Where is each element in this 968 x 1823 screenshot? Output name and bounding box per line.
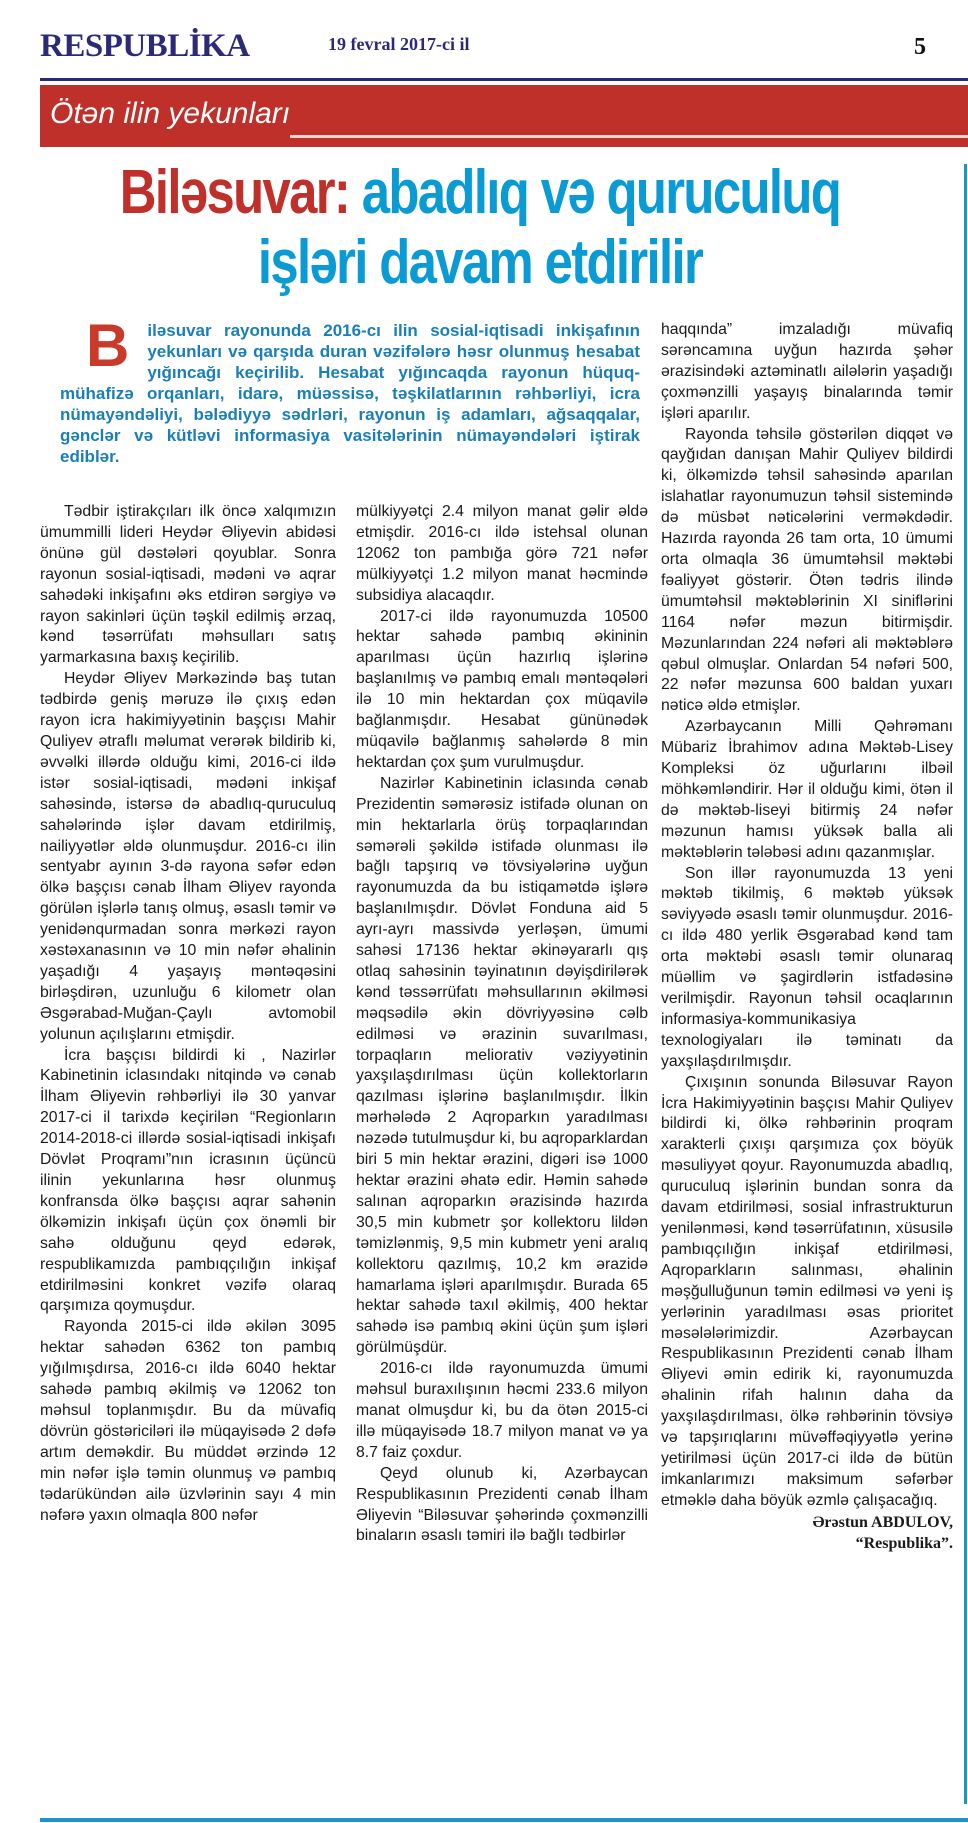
byline-publication: “Respublika”. xyxy=(855,1534,953,1552)
right-border-rule xyxy=(964,164,967,1804)
paragraph: Tədbir iştirakçıları ilk öncə xalqımızın ümummilli lideri Heydər Əliyevin abidəsi önünə gül dəstələri qoyublar. Sonra rayonun sosial-iqtisadi, mədəni və aqrar sahədəki inkişafını əks etdirən sərgiyə və rayon sakinləri üçün təşkil edilmiş ərzaq, kənd təsərrüfatı məhsulları satış yarmarkasına baxış keçirilib. xyxy=(40,503,336,667)
headline-line1: abadlıq və quruculuq xyxy=(349,158,841,227)
byline xyxy=(661,1512,953,1554)
paragraph: Azərbaycanın Milli Qəhrəmanı Mübariz İbrahimov adına Məktəb-Lisey Kompleksi öz uğurlarını ilbəil möhkəmləndirir. Hər il olduğu kimi, ötən il də məktəb-liseyi bitirmiş 24 nəfər məzunun hamısı yüksək balla ali məktəblərin tələbəsi adını qazanmışlar. xyxy=(661,718,953,861)
page-number: 5 xyxy=(914,34,926,60)
paragraph: Son illər rayonumuzda 13 yeni məktəb tikilmiş, 6 məktəb yüksək səviyyədə əsaslı təmir olunmuşdur. 2016-cı ildə 480 yerlik Əsgərabad kənd tam orta məktəbi əsaslı təmir olunaraq müəllim və şagirdlərin istfadəsinə verilmişdir. Rayonun təhsil ocaqlarının informasiya-kommunikasiya texnologiyaları ilə təminatı da yaxşılaşdırılmışdır. xyxy=(661,864,953,1070)
issue-date: 19 fevral 2017-ci il xyxy=(328,34,470,54)
column-2 xyxy=(356,502,648,1547)
paragraph: Rayonda 2015-ci ildə əkilən 3095 hektar sahədən 6362 ton pambıq yığılmışdırsa, 2016-cı ildə 6040 hektar sahədə pambıq əkilmiş və 12062 ton məhsul toplanmışdır. Bu da müvafiq dövrün göstəriciləri ilə müqayisədə 2 dəfə artım deməkdir. Bu müddət ərzində 12 min nəfər işlə təmin olunmuş və pambıq tədarükündən ailə üzvlərinin sayı 4 min nəfərə yaxın olmaqla 800 nəfər xyxy=(40,1318,336,1524)
rubric-bar xyxy=(40,85,968,147)
paragraph: mülkiyyətçi 2.4 milyon manat gəlir əldə etmişdir. 2016-cı ildə istehsal olunan 12062 ton pambığa görə 721 nəfər mülkiyyətçi 1.2 milyon manat həcmində subsidiya alacaqdır. xyxy=(356,503,648,604)
headline-place: Biləsuvar: xyxy=(119,158,350,227)
paragraph: haqqında” imzaladığı müvafiq sərəncamına uyğun hazırda şəhər ərazisindəki aztəminatlı ailələrin yaşadığı çoxmənzilli yaşayış binalarında təmir işləri aparılır. xyxy=(661,321,953,422)
paragraph: İcra başçısı bildirdi ki , Nazirlər Kabinetinin iclasındakı nitqində və cənab İlham Əliyevin rəhbərliyi ilə 30 yanvar 2017-ci il tarixdə keçirilən “Regionların 2014-2018-ci illərdə sosial-iqtisadi inkişafı Dövlət Proqramı”nın icrasının üçüncü ilinin yekunlarına həsr olunmuş konfransda ölkə başçısı aqrar sahənin ölkəmizin inkişafı üçün çox önəmli bir sahə olduğunu qeyd edərək, respublikamızda pambıqçılığın inkişaf etdirilməsini konkret vəzifə olaraq qarşımıza qoymuşdur. xyxy=(40,1046,336,1315)
column-1 xyxy=(40,502,336,1526)
lead-text: iləsuvar rayonunda 2016-cı ilin sosial-iqtisadi inkişafının yekunları və qarşıda duran vəzifələrə həsr olunmuş hesabat yığıncağı keçirilib. Hesabat yığıncaqda rayonun hüquq-mühafizə orqanları, idarə, müəssisə, təşkilatlarının rəhbərliyi, icra nümayəndəliyi, bələdiyyə sədrləri, rayonun iş adamları, ağsaqqalar, gənclər və kütləvi informasiya vasitələrinin nümayəndələri iştirak ediblər. xyxy=(60,321,640,466)
paragraph: Nazirlər Kabinetinin iclasında cənab Prezidentin səmərəsiz istifadə olunan on min hektarlarla örüş torpaqlarından səmərəli şəkildə istifadə olunması ilə bağlı tapşırıq və tövsiyələrinə uyğun rayonumuzda da bu istiqamətdə işlərə başlanılmışdır. Dövlət Fonduna aid 5 ayrı-ayrı massivdə yerləşən, ümumi sahəsi 17136 hektar əkinəyararlı qış otlaq sahəsinin təyinatının dəyişdirilərək kənd təssərrüfatı məhsullarının əkilməsi məqsədilə əkin dövriyyəsinə cəlb edilməsi və ərazinin suvarılması, torpaqların meliorativ vəziyyətinin yaxşılaşdırılması üçün kollektorların qazılması işlərinə başlanılmışdır. İlkin mərhələdə 2 Aqroparkın yaradılması nəzədə tutulmuşdur ki, bu aqroparklardan biri 5 min hektar ərazini, digəri isə 1000 hektar ərazini əhatə edir. Həmin sahədə salınan aqroparkın ərazisində hazırda 30,5 min kubmetr şor kollektoru lildən təmizlənmiş, 9,5 min kubmetr yeni aralıq kollektoru qazılmış, 10,2 km ərazidə hamarlama işləri aparılmışdır. Burada 65 hektar sahədə taxıl əkilmiş, 400 hektar sahədə isə pambıq əkini üçün şum işləri görülmüşdür. xyxy=(356,774,648,1357)
drop-cap: B xyxy=(86,312,130,379)
column-3 xyxy=(661,320,953,1554)
paragraph: Qeyd olunub ki, Azərbaycan Respublikasının Prezidenti cənab İlham Əliyevin “Biləsuvar şəhərində çoxmənzilli binaların əsaslı təmiri ilə bağlı tədbirlər xyxy=(356,1464,648,1545)
masthead-rule xyxy=(40,78,968,81)
paragraph: Çıxışının sonunda Biləsuvar Rayon İcra Hakimiyyətinin başçısı Mahir Quliyev bildirdi ki, ölkə rəhbərinin proqram xarakterli çıxışı qarşımıza çox böyük məsuliyyət qoyur. Rayonumuzda abadlıq, quruculuq işlərinin bundan sonra da davam etdirilməsi, sosial infrastrukturun yenilənməsi, kənd təsərrüfatının, xüsusilə pambıqçılığın inkişaf etdirilməsi, Aqroparkların salınması, əhalinin məşğulluğunun təmin edilməsi və yeni iş yerlərinin yaradılması əsas prioritet məsələlərimizdir. Azərbaycan Respublikasının Prezidenti cənab İlham Əliyevi əmin edirik ki, rayonumuzda əhalinin rifah halının daha da yaxşılaşdırılması, ölkə rəhbərinin tövsiyə və tapşırıqlarını müvəffəqiyyətlə yerinə yetirilməsi üçün 2017-ci ildə də bütün imkanlarımızı maksimum səfərbər etməklə daha böyük əzmlə çalışacağıq. xyxy=(661,1073,953,1509)
article-headline xyxy=(119,158,841,298)
rubric-title: Ötən ilin yekunları xyxy=(50,97,291,130)
paragraph: Heydər Əliyev Mərkəzində baş tutan tədbirdə geniş məruzə ilə çıxış edən rayon icra hakimiyyətinin başçısı Mahir Quliyev ətraflı məlumat verərək bildirib ki, əvvəlki illərdə olduğu kimi, 2016-ci ildə istər sosial-iqtisadi, mədəni inkişaf sahəsində, istərsə də abadlıq-quruculuq sahələrində işlər davam etdirilmiş, nailiyyətlər əldə olunmuşdur. 2016-cı ilin sentyabr ayının 3-də rayona səfər edən ölkə başçısı cənab İlham Əliyev rayonda görülən işlərlə tanış olmuş, əsaslı təmir və yenidənqurmadan sonra mərkəzi rayon xəstəxanasının və 10 min nəfər əhalinin yaşadığı 4 yaşayış məntəqəsini birləşdirən, uzunluğu 6 kilometr olan Əsgərabad-Muğan-Çaylı avtomobil yolunun açılışlarını etmişdir. xyxy=(40,670,336,1043)
paragraph: 2016-cı ildə rayonumuzda ümumi məhsul buraxılışının həcmi 233.6 milyon manat olmuşdur ki, bu da ötən 2015-ci illə müqayisədə 18.7 milyon manat və ya 8.7 faiz çoxdur. xyxy=(356,1360,648,1461)
rubric-underline xyxy=(290,135,968,138)
byline-author: Ərəstun ABDULOV, xyxy=(812,1513,953,1531)
masthead xyxy=(40,22,968,70)
bottom-border-rule xyxy=(40,1818,968,1822)
headline-line2: işləri davam etdirilir xyxy=(257,228,703,297)
article-lead xyxy=(60,312,640,467)
paragraph: 2017-ci ildə rayonumuzda 10500 hektar sahədə pambıq əkininin aparılması üçün hazırlıq işlərinə başlanılmış və pambıq emalı məntəqələri ilə 10 min hektardan çox müqavilə bağlanmışdır. Hesabat gününədək müqavilə bağlanmış sahələrdə 8 min hektardan çox şum vurulmuşdur. xyxy=(356,607,648,771)
paragraph: Rayonda təhsilə göstərilən diqqət və qayğıdan danışan Mahir Quliyev bildirdi ki, ölkəmizdə təhsil sahəsində aparılan islahatlar rayonumuzun təhsil sistemində də müsbət nəticələrini verməkdədir. Hazırda rayonda 26 tam orta, 10 ümumi orta olmaqla 36 ümumtəhsil məktəbi fəaliyyət göstərir. Ötən tədris ilində ümumtəhsil məktəblərinin XI siniflərini 1164 nəfər məzun bitirmişdir. Məzunlarından 224 nəfəri ali məktəblərə qəbul olmuşlar. Onlardan 54 nəfəri 500, 22 nəfər məzunsa 600 baldan yuxarı nəticə əldə etmişlər. xyxy=(661,425,953,715)
newspaper-brand: RESPUBLİKA xyxy=(40,28,250,64)
